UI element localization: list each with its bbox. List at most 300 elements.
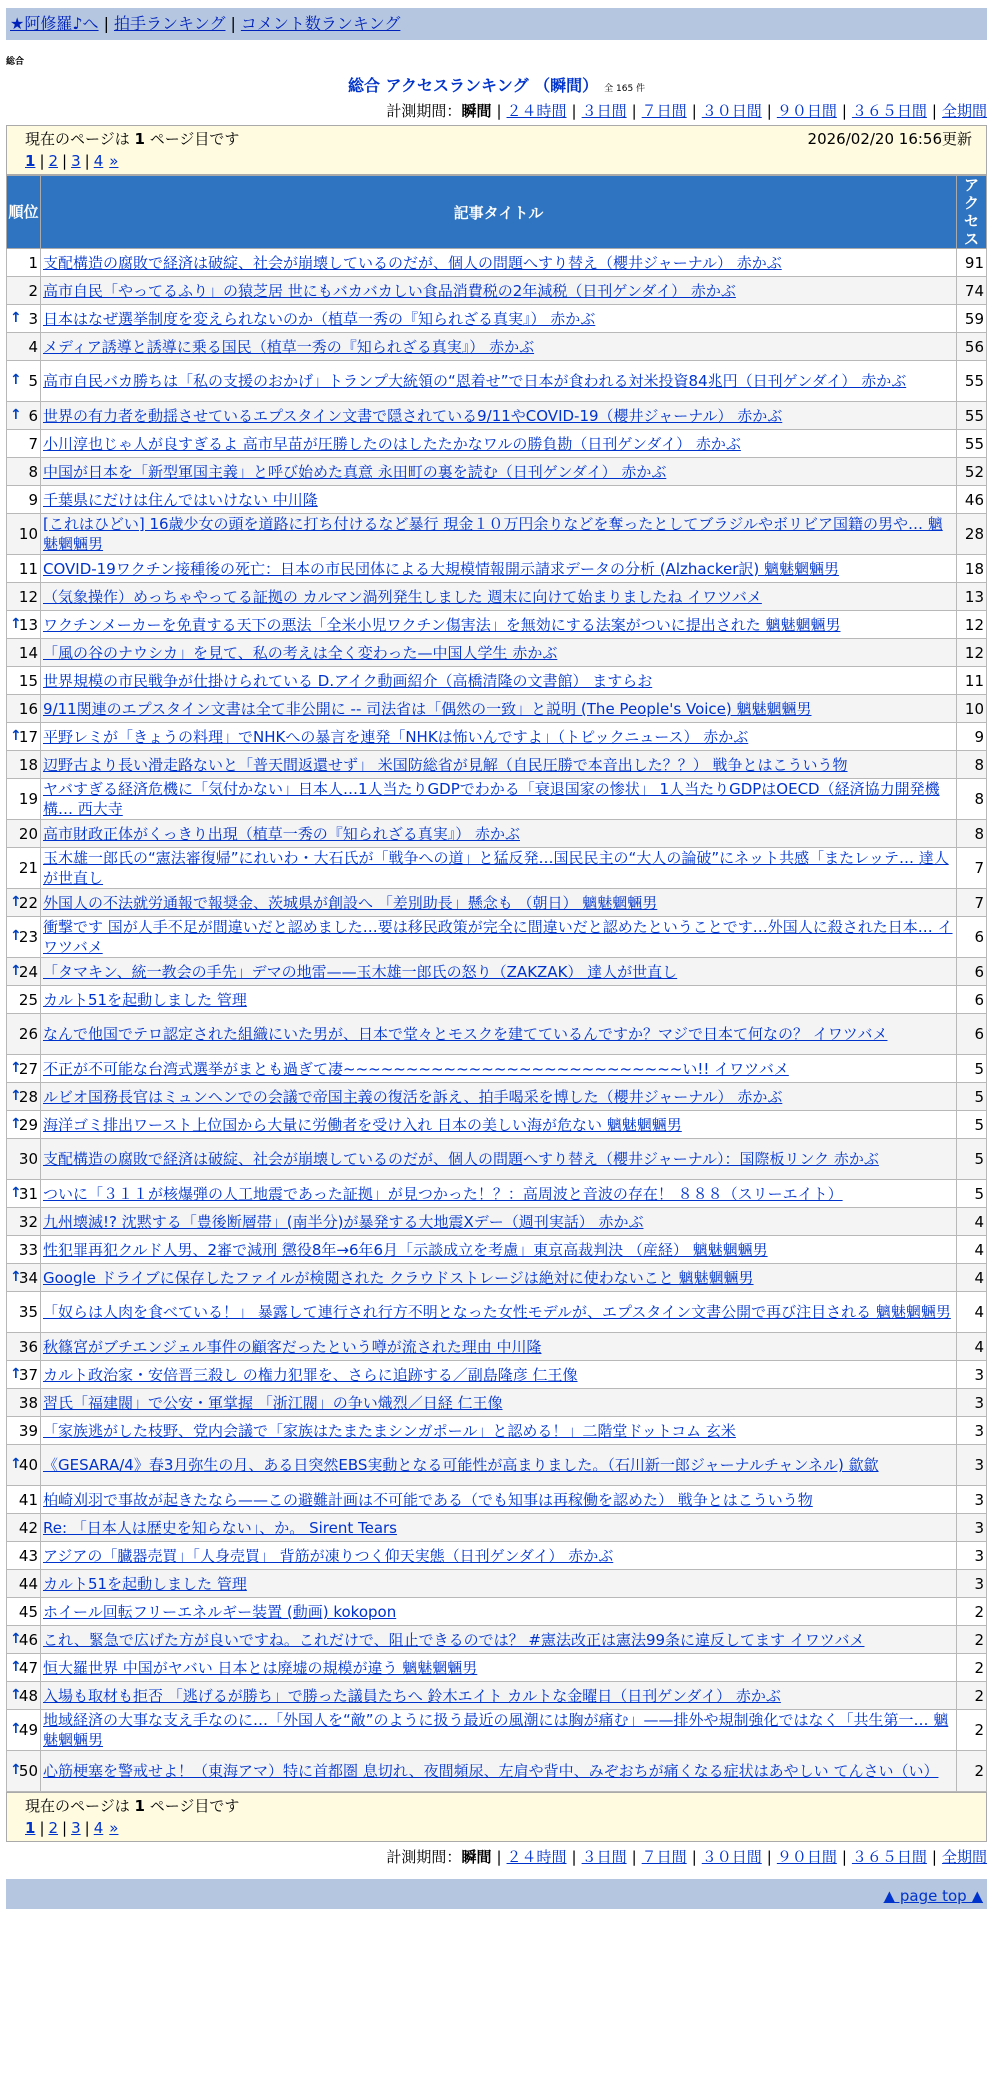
title-cell — [41, 1682, 957, 1710]
access-count: 3 — [957, 1389, 987, 1417]
access-count: 8 — [957, 751, 987, 779]
link-clap-ranking[interactable]: 拍手ランキング — [113, 14, 226, 33]
separator: | — [571, 102, 577, 120]
rank-number: 14 — [18, 643, 38, 662]
title-cell — [41, 333, 957, 361]
rank-cell — [7, 611, 41, 639]
rank-up-arrow-icon: ↑ — [10, 1365, 22, 1382]
article-link[interactable]: 千葉県にだけは住んではいけない 中川隆 — [43, 490, 318, 509]
access-count: 2 — [957, 1598, 987, 1626]
rank-cell — [7, 1208, 41, 1236]
table-row — [7, 1208, 987, 1236]
access-count: 4 — [957, 1292, 987, 1333]
rank-cell — [7, 667, 41, 695]
access-count: 3 — [957, 1542, 987, 1570]
title-cell — [41, 1236, 957, 1264]
access-count: 4 — [957, 1208, 987, 1236]
article-link[interactable]: 心筋梗塞を警戒せよ！（東海アマ）特に首都圏 息切れ、夜間頻尿、左肩や背中、みぞおちが痛くなる症状はあやしい てんさい（い） — [43, 1762, 939, 1780]
article-link[interactable]: これ、緊急で広げた方が良いですね。これだけで、阻止できるのでは？ #憲法改正は憲法99条に違反してます イワツバメ — [43, 1630, 865, 1649]
table-row — [7, 1389, 987, 1417]
title-cell — [41, 1083, 957, 1111]
updated-timestamp: 2026/02/20 16:56更新 — [807, 130, 972, 148]
rank-number: 43 — [18, 1546, 38, 1565]
title-cell — [41, 583, 957, 611]
page-link[interactable]: 4 — [93, 1819, 104, 1837]
article-link[interactable]: 不正が不可能な台湾式選挙がまとも過ぎて凄~~~~~~~~~~~~~~~~~~~~~~~~~~~い!! イワツバメ — [43, 1059, 789, 1078]
rank-up-arrow-icon: ↑ — [10, 1721, 22, 1738]
separator: | — [691, 102, 697, 120]
table-row — [7, 1111, 987, 1139]
header-title: 記事タイトル — [41, 176, 957, 249]
access-count: 55 — [957, 361, 987, 402]
table-row — [7, 986, 987, 1014]
article-link[interactable]: 世界の有力者を動揺させているエプスタイン文書で隠されている9/11やCOVID-19（櫻井ジャーナル） 赤かぶ — [43, 406, 783, 425]
title-cell — [41, 305, 957, 333]
rank-up-arrow-icon: ↑ — [10, 372, 22, 389]
separator: | — [84, 152, 90, 170]
rank-number: 20 — [18, 824, 38, 843]
article-link[interactable]: COVID-19ワクチン接種後の死亡：日本の市民団体による大規模情報開示請求データの分析 (Alzhacker訳) 魑魅魍魎男 — [43, 559, 840, 578]
access-count: 7 — [957, 889, 987, 917]
separator: | — [230, 14, 236, 33]
page-link[interactable]: 3 — [71, 1819, 81, 1837]
table-row — [7, 1333, 987, 1361]
rank-up-arrow-icon: ↑ — [10, 928, 22, 945]
rank-up-arrow-icon: ↑ — [10, 615, 22, 632]
table-row — [7, 583, 987, 611]
table-row — [7, 1570, 987, 1598]
title-cell — [41, 1208, 957, 1236]
table-row — [7, 1654, 987, 1682]
rank-number: 28 — [18, 1087, 38, 1106]
separator: | — [103, 14, 109, 33]
separator: | — [631, 1848, 637, 1866]
article-link[interactable]: 中国が日本を「新型軍国主義」と呼び始めた真意 永田町の裏を読む（日刊ゲンダイ） 赤かぶ — [43, 462, 667, 481]
rank-number: 23 — [18, 928, 38, 946]
rank-cell — [7, 1417, 41, 1445]
title-cell — [41, 555, 957, 583]
access-count: 52 — [957, 458, 987, 486]
page-link-current[interactable]: 1 — [25, 1819, 36, 1837]
rank-number: 8 — [28, 462, 38, 481]
rank-up-arrow-icon: ↑ — [10, 309, 22, 326]
access-count: 5 — [957, 1139, 987, 1180]
separator: | — [39, 152, 45, 170]
article-link[interactable]: 「風の谷のナウシカ」を見て、私の考えは全く変わった—中国人学生 赤かぶ — [43, 643, 558, 662]
access-count: 2 — [957, 1654, 987, 1682]
page-status: 現在のページは 1 ページ目です — [25, 130, 240, 148]
title-cell — [41, 1486, 957, 1514]
title-cell — [41, 1570, 957, 1598]
access-count: 74 — [957, 277, 987, 305]
bottom-bar — [6, 1879, 987, 1909]
article-link[interactable]: 小川淳也じゃ人が良すぎるよ 高市早苗が圧勝したのはしたたかなワルの勝負勘（日刊ゲンダイ） 赤かぶ — [43, 434, 741, 453]
article-link[interactable]: 高市自民「やってるふり」の猿芝居 世にもバカバカしい食品消費税の2年減税（日刊ゲンダイ） 赤かぶ — [43, 281, 736, 300]
article-link[interactable]: 地域経済の大事な支え手なのに…「外国人を“敵”のように扱う最近の風潮には胸が痛む」——排外や規制強化ではなく「共生第一… 魑魅魍魎男 — [43, 1711, 949, 1749]
rank-number: 49 — [18, 1721, 38, 1739]
table-row — [7, 667, 987, 695]
table-row — [7, 1710, 987, 1751]
rank-cell — [7, 305, 41, 333]
article-link[interactable]: 9/11関連のエプスタイン文書は全て非公開に -- 司法省は「偶然の一致」と説明 (The People's Voice) 魑魅魍魎男 — [43, 699, 812, 718]
table-row — [7, 305, 987, 333]
rank-number: 9 — [28, 490, 38, 509]
period-link[interactable]: ３日間 — [581, 102, 627, 120]
table-row — [7, 1417, 987, 1445]
total-count: 全 165 件 — [604, 84, 646, 94]
article-link[interactable]: 世界規模の市民戦争が仕掛けられている D.アイク動画紹介（高橋清隆の文書館） ますらお — [43, 671, 653, 690]
rank-cell — [7, 333, 41, 361]
title-cell — [41, 917, 957, 958]
access-count: 6 — [957, 1014, 987, 1055]
rank-number: 36 — [18, 1337, 38, 1356]
article-link[interactable]: 「奴らは人肉を食べている！」 暴露して連行され行方不明となった女性モデルが、エプスタイン文書公開で再び注目される 魑魅魍魎男 — [43, 1303, 951, 1321]
title-cell — [41, 402, 957, 430]
rank-number: 29 — [18, 1115, 38, 1134]
access-count: 18 — [957, 555, 987, 583]
rank-number: 18 — [18, 755, 38, 774]
rank-cell — [7, 723, 41, 751]
table-row — [7, 1264, 987, 1292]
rank-cell — [7, 1014, 41, 1055]
rank-number: 22 — [18, 893, 38, 912]
rank-cell — [7, 486, 41, 514]
page-title — [0, 73, 993, 96]
title-cell — [41, 889, 957, 917]
rank-number: 46 — [18, 1630, 38, 1649]
access-count: 7 — [957, 848, 987, 889]
title-cell — [41, 1055, 957, 1083]
article-link[interactable]: 入場も取材も拒否 「逃げるが勝ち」で勝った議員たちへ 鈴木エイト カルトな金曜日（日刊ゲンダイ） 赤かぶ — [43, 1686, 781, 1705]
link-comment-ranking[interactable]: コメント数ランキング — [240, 14, 401, 33]
title-cell — [41, 1626, 957, 1654]
access-count: 11 — [957, 667, 987, 695]
title-cell — [41, 820, 957, 848]
access-count: 55 — [957, 430, 987, 458]
article-link[interactable]: Google ドライブに保存したファイルが検閲された クラウドストレージは絶対に使わないこと 魑魅魍魎男 — [43, 1268, 754, 1287]
title-cell — [41, 1139, 957, 1180]
table-row — [7, 1682, 987, 1710]
rank-cell — [7, 751, 41, 779]
period-label: 計測期間： — [386, 102, 462, 120]
table-row — [7, 277, 987, 305]
rank-cell — [7, 1598, 41, 1626]
article-link[interactable]: 九州壊滅!? 沈黙する「豊後断層帯」(南半分)が暴発する大地震Xデー（週刊実話） 赤かぶ — [43, 1212, 644, 1231]
rank-up-arrow-icon: ↑ — [10, 962, 22, 979]
period-link[interactable]: 全期間 — [941, 1848, 987, 1866]
title-cell — [41, 430, 957, 458]
table-row — [7, 695, 987, 723]
article-link[interactable]: 平野レミが「きょうの料理」でNHKへの暴言を連発「NHKは怖いんですよ」（トピックニュース） 赤かぶ — [43, 727, 749, 746]
table-row — [7, 1139, 987, 1180]
period-link[interactable]: ３０日間 — [701, 102, 762, 120]
table-row — [7, 1292, 987, 1333]
period-label: 計測期間： — [386, 1848, 462, 1866]
article-link[interactable]: ワクチンメーカーを免責する天下の悪法「全米小児ワクチン傷害法」を無効にする法案がついに提出された 魑魅魍魎男 — [43, 615, 841, 634]
rank-up-arrow-icon: ↑ — [10, 727, 22, 744]
article-link[interactable]: 高市自民バカ勝ちは「私の支援のおかげ」トランプ大統領の“恩着せ”で日本が食われる対米投資84兆円（日刊ゲンダイ） 赤かぶ — [43, 372, 907, 390]
rank-cell — [7, 430, 41, 458]
article-link[interactable]: ヤバすぎる経済危機に「気付かない」日本人…1人当たりGDPでわかる「衰退国家の惨状」 1人当たりGDPはOECD（経済協力開発機構… 西大寺 — [43, 780, 940, 818]
access-count: 3 — [957, 1486, 987, 1514]
rank-up-arrow-icon: ↑ — [10, 1456, 22, 1473]
rank-cell — [7, 1751, 41, 1792]
article-link[interactable]: 海洋ゴミ排出ワースト上位国から大量に労働者を受け入れ 日本の美しい海が危ない 魑魅魍魎男 — [43, 1115, 682, 1134]
rank-cell — [7, 1486, 41, 1514]
article-link[interactable]: 高市財政正体がくっきり出現（植草一秀の『知られざる真実』） 赤かぶ — [43, 824, 520, 843]
rank-number: 7 — [28, 434, 38, 453]
period-link[interactable]: ３０日間 — [701, 1848, 762, 1866]
page-link[interactable]: 2 — [48, 152, 59, 170]
access-count: 4 — [957, 1264, 987, 1292]
period-link[interactable]: 全期間 — [941, 102, 987, 120]
rank-number: 30 — [18, 1150, 38, 1168]
rank-cell — [7, 1055, 41, 1083]
article-link[interactable]: Re: 「日本人は歴史を知らない」、か。 Sirent Tears — [43, 1518, 397, 1537]
period-link[interactable]: ７日間 — [641, 1848, 687, 1866]
rank-cell — [7, 1111, 41, 1139]
title-cell — [41, 1361, 957, 1389]
rank-up-arrow-icon: ↑ — [10, 1268, 22, 1285]
ranking-rows — [7, 249, 987, 1792]
rank-up-arrow-icon: ↑ — [10, 1087, 22, 1104]
rank-cell — [7, 402, 41, 430]
rank-number: 15 — [18, 671, 38, 690]
table-row — [7, 1083, 987, 1111]
rank-up-arrow-icon: ↑ — [10, 1658, 22, 1675]
article-link[interactable]: 秋篠宮がブチエンジェル事件の顧客だったという噂が流された理由 中川隆 — [43, 1337, 542, 1356]
article-link[interactable]: 衝撃です 国が人手不足が間違いだと認めました…要は移民政策が完全に間違いだと認めたということです…外国人に殺された日本… イワツバメ — [43, 918, 953, 956]
article-link[interactable]: 恒大羅世界 中国がヤバい 日本とは廃墟の規模が違う 魑魅魍魎男 — [43, 1658, 478, 1677]
article-link[interactable]: 辺野古より長い滑走路ないと「普天間返還せず」 米国防総省が見解（自民圧勝で本音出した？？） 戦争とはこういう物 — [43, 755, 848, 774]
article-link[interactable]: 柏崎刈羽で事故が起きたなら——この避難計画は不可能である（でも知事は再稼働を認めた） 戦争とはこういう物 — [43, 1490, 813, 1509]
rank-number: 2 — [28, 281, 38, 300]
pagination — [25, 1817, 972, 1839]
access-count: 2 — [957, 1682, 987, 1710]
title-cell — [41, 1417, 957, 1445]
article-link[interactable]: ルビオ国務長官はミュンヘンでの会議で帝国主義の復活を訴え、拍手喝采を博した（櫻井ジャーナル） 赤かぶ — [43, 1087, 783, 1106]
table-row — [7, 1445, 987, 1486]
table-row — [7, 723, 987, 751]
access-count: 2 — [957, 1710, 987, 1751]
page-status: 現在のページは 1 ページ目です — [25, 1797, 240, 1815]
table-row — [7, 611, 987, 639]
rank-number: 16 — [18, 699, 38, 718]
article-link[interactable]: カルト51を起動しました 管理 — [43, 990, 247, 1009]
page-top-link[interactable]: ▲ page top ▲ — [883, 1887, 983, 1905]
access-count: 10 — [957, 695, 987, 723]
article-link[interactable]: 外国人の不法就労通報で報奨金、茨城県が創設へ 「差別助長」懸念も （朝日） 魑魅魍魎男 — [43, 893, 658, 912]
page-info-box-top — [6, 125, 987, 175]
rank-cell — [7, 249, 41, 277]
rank-cell — [7, 1333, 41, 1361]
rank-cell — [7, 1542, 41, 1570]
period-link[interactable]: ９０日間 — [776, 1848, 837, 1866]
separator: | — [496, 102, 502, 120]
period-link[interactable]: ３６５日間 — [851, 102, 927, 120]
rank-number: 5 — [28, 372, 38, 390]
article-link[interactable]: なんで他国でテロ認定された組織にいた男が、日本で堂々とモスクを建てているんですか？マジで日本て何なの？ イワツバメ — [43, 1025, 888, 1043]
article-link[interactable]: メディア誘導と誘導に乗る国民（植草一秀の『知られざる真実』） 赤かぶ — [43, 337, 535, 356]
article-link[interactable]: 《GESARA/4》春3月弥生の月、ある日突然EBS実動となる可能性が高まりました。（石川新一郎ジャーナルチャンネル) 歙歙 — [43, 1456, 879, 1474]
ranking-table — [6, 175, 987, 1792]
article-link[interactable]: [これはひどい] 16歳少女の頭を道路に打ち付けるなど暴行 現金１０万円余りなどを奪ったとしてブラジルやボリビア国籍の男や… 魑魅魍魎男 — [43, 515, 943, 553]
title-cell — [41, 361, 957, 402]
access-count: 6 — [957, 958, 987, 986]
access-count: 5 — [957, 1111, 987, 1139]
table-row — [7, 486, 987, 514]
rank-cell — [7, 848, 41, 889]
rank-cell — [7, 779, 41, 820]
page-link[interactable]: 4 — [93, 152, 104, 170]
page-title-text: 総合 アクセスランキング （瞬間） — [347, 76, 599, 95]
title-cell — [41, 848, 957, 889]
title-cell — [41, 1654, 957, 1682]
article-link[interactable]: 玉木雄一郎氏の“憲法審復帰”にれいわ・大石氏が「戦争への道」と猛反発…国民民主の“大人の論破”にネット共感「またレッテ… 達人が世直し — [43, 849, 949, 887]
rank-cell — [7, 1389, 41, 1417]
access-count: 46 — [957, 486, 987, 514]
rank-cell — [7, 639, 41, 667]
table-row — [7, 889, 987, 917]
access-count: 5 — [957, 1055, 987, 1083]
period-link[interactable]: ３６５日間 — [851, 1848, 927, 1866]
access-count: 4 — [957, 1236, 987, 1264]
rank-up-arrow-icon: ↑ — [10, 1630, 22, 1647]
next-page-link[interactable]: » — [109, 1819, 119, 1837]
rank-number: 4 — [28, 337, 38, 356]
table-row — [7, 958, 987, 986]
rank-cell — [7, 1180, 41, 1208]
access-count: 56 — [957, 333, 987, 361]
article-link[interactable]: （気象操作）めっちゃやってる証拠の カルマン渦列発生しました 週末に向けて始まりましたね イワツバメ — [43, 587, 762, 606]
period-link[interactable]: ３日間 — [581, 1848, 627, 1866]
access-count: 5 — [957, 1180, 987, 1208]
access-count: 8 — [957, 779, 987, 820]
rank-number: 39 — [18, 1421, 38, 1440]
separator: | — [931, 1848, 937, 1866]
rank-cell — [7, 1710, 41, 1751]
rank-number: 10 — [18, 525, 38, 543]
table-row — [7, 820, 987, 848]
table-row — [7, 514, 987, 555]
table-row — [7, 1014, 987, 1055]
title-cell — [41, 779, 957, 820]
period-link[interactable]: ２４時間 — [506, 102, 567, 120]
rank-cell — [7, 555, 41, 583]
rank-cell — [7, 458, 41, 486]
title-cell — [41, 958, 957, 986]
page-link[interactable]: 3 — [71, 152, 81, 170]
article-link[interactable]: 習氏「福建閥」で公安・軍掌握 「浙江閥」の争い熾烈／日経 仁王像 — [43, 1393, 503, 1412]
title-cell — [41, 751, 957, 779]
title-cell — [41, 1710, 957, 1751]
period-link[interactable]: ７日間 — [641, 102, 687, 120]
title-cell — [41, 1292, 957, 1333]
separator: | — [841, 1848, 847, 1866]
rank-number: 26 — [18, 1025, 38, 1043]
rank-cell — [7, 820, 41, 848]
title-cell — [41, 639, 957, 667]
table-row — [7, 458, 987, 486]
table-row — [7, 1542, 987, 1570]
title-cell — [41, 458, 957, 486]
rank-up-arrow-icon: ↑ — [10, 893, 22, 910]
rank-number: 45 — [18, 1602, 38, 1621]
table-row — [7, 1598, 987, 1626]
article-link[interactable]: ホイール回転フリーエネルギー装置 (動画) kokopon — [43, 1602, 397, 1621]
article-link[interactable]: 「タマキン、統一教会の手先」デマの地雷——玉木雄一郎氏の怒り（ZAKZAK） 達人が世直し — [43, 962, 678, 981]
rank-number: 17 — [18, 727, 38, 746]
title-cell — [41, 667, 957, 695]
rank-number: 48 — [18, 1686, 38, 1705]
category-label: 総合 — [6, 57, 25, 67]
rank-number: 25 — [18, 990, 38, 1009]
header-rank: 順位 — [7, 176, 41, 249]
separator: | — [691, 1848, 697, 1866]
pagination — [25, 150, 972, 172]
access-count: 3 — [957, 1361, 987, 1389]
article-link[interactable]: カルト政治家・安倍晋三殺し の権力犯罪を、さらに追跡する／副島隆彦 仁王像 — [43, 1365, 578, 1384]
rank-number: 33 — [18, 1240, 38, 1259]
rank-cell — [7, 986, 41, 1014]
table-row — [7, 249, 987, 277]
access-count: 3 — [957, 1570, 987, 1598]
table-row — [7, 1361, 987, 1389]
title-cell — [41, 611, 957, 639]
rank-cell — [7, 1264, 41, 1292]
rank-cell — [7, 1445, 41, 1486]
article-link[interactable]: カルト51を起動しました 管理 — [43, 1574, 247, 1593]
article-link[interactable]: 支配構造の腐敗で経済は破綻、社会が崩壊しているのだが、個人の問題へすり替え（櫻井ジャーナル） 赤かぶ — [43, 253, 782, 272]
table-row — [7, 333, 987, 361]
rank-number: 47 — [18, 1658, 38, 1677]
table-row — [7, 361, 987, 402]
article-link[interactable]: 支配構造の腐敗で経済は破綻、社会が崩壊しているのだが、個人の問題へすり替え（櫻井ジャーナル）：国際板リンク 赤かぶ — [43, 1150, 879, 1168]
period-current: 瞬間 — [461, 1848, 492, 1866]
article-link[interactable]: 「家族逃がした枝野、党内会議で「家族はたまたまシンガポール」と認める！」二階堂ドットコム 玄米 — [43, 1421, 736, 1440]
access-count: 3 — [957, 1445, 987, 1486]
link-ashura-home[interactable]: ★阿修羅♪へ — [10, 14, 99, 33]
separator: | — [931, 102, 937, 120]
rank-number: 19 — [18, 790, 38, 808]
title-cell — [41, 486, 957, 514]
table-row — [7, 1236, 987, 1264]
next-page-link[interactable]: » — [109, 152, 119, 170]
article-link[interactable]: アジアの「臓器売買」「人身売買」 背筋が凍りつく仰天実態（日刊ゲンダイ） 赤かぶ — [43, 1546, 614, 1565]
table-row — [7, 751, 987, 779]
rank-number: 35 — [18, 1303, 38, 1321]
table-row — [7, 1514, 987, 1542]
access-count: 13 — [957, 583, 987, 611]
rank-cell — [7, 917, 41, 958]
article-link[interactable]: ついに「３１１が核爆弾の人工地震であった証拠」が見つかった！？：高周波と音波の存在！ ８８８（スリーエイト） — [43, 1184, 843, 1203]
article-link[interactable]: 日本はなぜ選挙制度を変えられないのか（植草一秀の『知られざる真実』） 赤かぶ — [43, 309, 596, 328]
rank-cell — [7, 583, 41, 611]
period-link[interactable]: ９０日間 — [776, 102, 837, 120]
rank-cell — [7, 277, 41, 305]
separator: | — [841, 102, 847, 120]
rank-number: 6 — [28, 406, 38, 425]
title-cell — [41, 1445, 957, 1486]
article-link[interactable]: 性犯罪再犯クルド人男、2審で減刑 懲役8年→6年6月「示談成立を考慮」東京高裁判決 （産経） 魑魅魍魎男 — [43, 1240, 768, 1259]
period-link[interactable]: ２４時間 — [506, 1848, 567, 1866]
access-count: 12 — [957, 611, 987, 639]
page-link[interactable]: 2 — [48, 1819, 59, 1837]
access-count: 6 — [957, 986, 987, 1014]
page-link-current[interactable]: 1 — [25, 152, 36, 170]
page-info-box-bottom — [6, 1792, 987, 1842]
title-cell — [41, 1014, 957, 1055]
